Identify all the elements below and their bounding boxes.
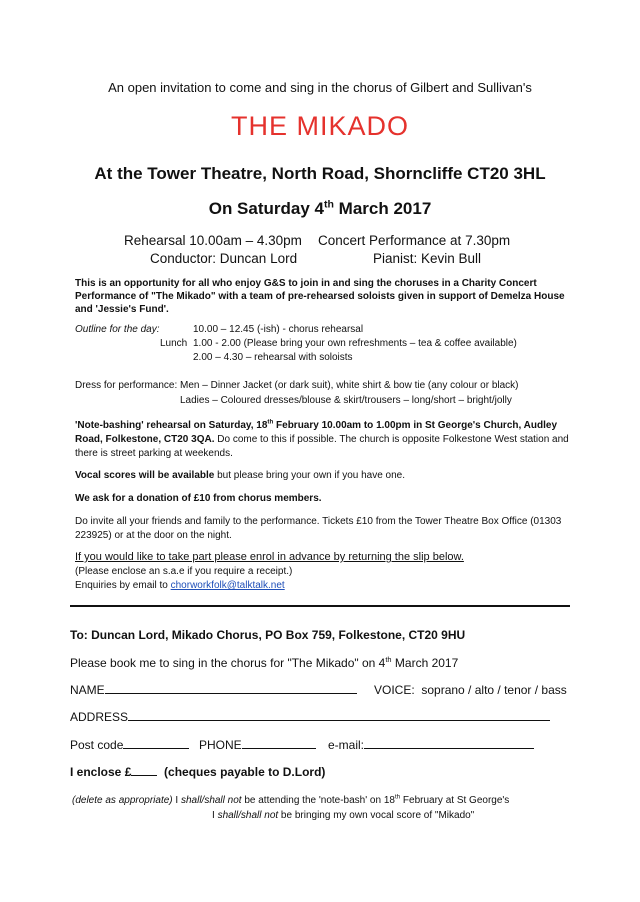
outline-row-3: 2.00 – 4.30 – rehearsal with soloists bbox=[193, 352, 353, 363]
rehearsal-time: Rehearsal 10.00am – 4.30pm bbox=[124, 233, 302, 248]
intro-line: An open invitation to come and sing in the chorus of Gilbert and Sullivan's bbox=[108, 80, 532, 95]
invite-paragraph: Do invite all your friends and family to the performance. Tickets £10 from the Tower Theatre Box Office (01303 223925) or at the door on the night. bbox=[75, 516, 562, 541]
enclose-field[interactable]: I enclose £ (cheques payable to D.Lord) bbox=[70, 765, 326, 779]
vocal-score-line: I shall/shall not be bringing my own vocal score of "Mikado" bbox=[212, 810, 475, 821]
outline-label: Outline for the day: bbox=[75, 324, 160, 335]
slip-address: To: Duncan Lord, Mikado Chorus, PO Box 759, Folkestone, CT20 9HU bbox=[70, 628, 466, 642]
sae-note: (Please enclose an s.a.e if you require a receipt.) bbox=[75, 566, 293, 577]
concert-time: Concert Performance at 7.30pm bbox=[318, 233, 511, 248]
outline-row-1: 10.00 – 12.45 (-ish) - chorus rehearsal bbox=[193, 324, 364, 335]
note-bashing-paragraph: 'Note-bashing' rehearsal on Saturday, 18th February 10.00am to 1.00pm in St George's Church, Audley Road, Folkestone, CT20 3QA. Do come to this if possible. The church is opposite Folkestone West station and there is street parking at weekends. bbox=[75, 418, 569, 459]
enrol-instruction: If you would like to take part please enrol in advance by returning the slip below. bbox=[75, 551, 464, 563]
booking-request: Please book me to sing in the chorus for "The Mikado" on 4th March 2017 bbox=[70, 655, 459, 670]
dress-men: Dress for performance: Men – Dinner Jacket (or dark suit), white shirt & bow tie (any colour or black) bbox=[75, 380, 519, 391]
intro-paragraph: This is an opportunity for all who enjoy G&S to join in and sing the choruses in a Charity Concert Performance of "The Mikado" with a team of pre-rehearsed soloists given in support of Demelza House and 'Jessie's Fund'. bbox=[75, 278, 565, 315]
outline-row-2: 1.00 - 2.00 (Please bring your own refreshments – tea & coffee available) bbox=[193, 338, 517, 349]
voice-field[interactable]: VOICE: soprano / alto / tenor / bass bbox=[374, 683, 567, 697]
vocal-scores-note: Vocal scores will be available but please bring your own if you have one. bbox=[75, 470, 406, 481]
address-field[interactable]: ADDRESS bbox=[70, 710, 550, 724]
email-link[interactable]: chorworkfolk@talktalk.net bbox=[170, 580, 285, 591]
email-field[interactable]: e-mail: bbox=[328, 738, 534, 752]
donation-note: We ask for a donation of £10 from chorus members. bbox=[75, 493, 322, 504]
pianist: Pianist: Kevin Bull bbox=[373, 251, 482, 266]
name-field[interactable]: NAME bbox=[70, 683, 357, 697]
conductor: Conductor: Duncan Lord bbox=[150, 251, 298, 266]
phone-field[interactable]: PHONE bbox=[199, 738, 316, 752]
outline-lunch-label: Lunch bbox=[160, 338, 188, 349]
venue-heading: At the Tower Theatre, North Road, Shorncliffe CT20 3HL bbox=[94, 164, 546, 183]
dress-ladies: Ladies – Coloured dresses/blouse & skirt/trousers – long/short – bright/jolly bbox=[180, 395, 512, 406]
date-heading: On Saturday 4th March 2017 bbox=[208, 198, 432, 218]
cut-line bbox=[70, 605, 570, 607]
attendance-line: (delete as appropriate) I shall/shall not be attending the 'note-bash' on 18th February at St George's bbox=[72, 793, 510, 806]
page-title: THE MIKADO bbox=[230, 111, 409, 141]
postcode-field[interactable]: Post code bbox=[70, 738, 189, 752]
email-enquiries: Enquiries by email to chorworkfolk@talktalk.net bbox=[75, 580, 285, 591]
